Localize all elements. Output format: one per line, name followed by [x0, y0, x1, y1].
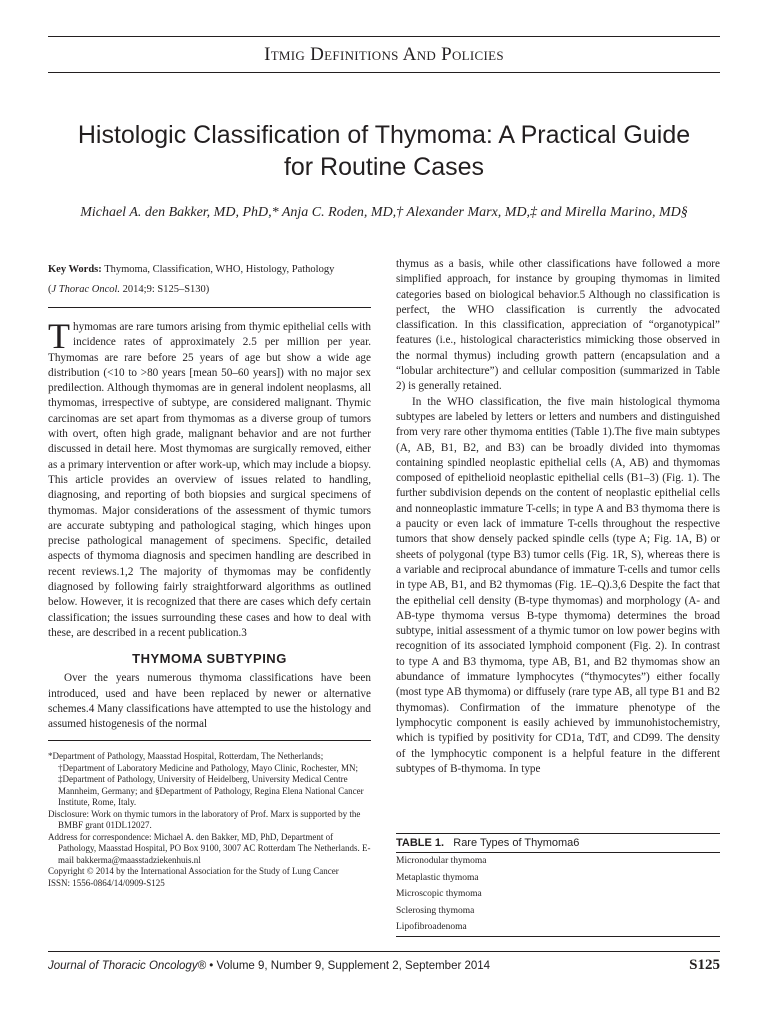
- section-header: Itmig Definitions And Policies: [264, 44, 504, 65]
- table-label: TABLE 1.: [396, 837, 445, 849]
- keywords-text: Thymoma, Classification, WHO, Histology, Pathology: [101, 264, 335, 275]
- right-column: [396, 257, 720, 777]
- citation-line: (J Thorac Oncol. 2014;9: S125–S130): [48, 284, 210, 295]
- table-row: Metaplastic thymoma: [396, 872, 479, 883]
- footer-journal-info: [48, 960, 490, 972]
- article-title-line-1: Histologic Classification of Thymoma: A Practical Guide: [77, 121, 691, 149]
- article-title-line-2: for Routine Cases: [283, 153, 485, 181]
- keywords-block: [48, 262, 371, 308]
- article-authors: Michael A. den Bakker, MD, PhD,* Anja C. Roden, MD,† Alexander Marx, MD,‡ and Mirella Marino, MD§: [80, 205, 688, 220]
- table-row: Sclerosing thymoma: [396, 905, 475, 916]
- footer-rule: [48, 951, 720, 952]
- right-paragraph-2: In the WHO classification, the five main histological thymoma subtypes are labeled by letters or letters and numbers and distinguished from very rare other thymoma entities (Table 1).The five main subtypes (A, AB, B1, B2, and B3) can be broadly divided into thymomas containing spindled neoplastic epithelial cells (A, AB) and thymomas composed of epithelioid neoplastic epithelial cells (B1–3) (Fig. 1). The further subdivision depends on the content of neoplastic epithelial cells and nonneoplastic immature T-cells; in type A and B3 thymoma there is a paucity or even lack of immature T-cells throughout the respective tumors that show densely packed spindle cells (type A; Fig. 1A, B) or sheets of polygonal (type B3) tumor cells (Fig. 1R, S), whereas there is a variable and reciprocal abundance of immature T-cells and tumor cells in type AB, B1, and B2 thymomas (Fig. 1E–Q).3,6 Despite the fact that the epithelial cell density (B-type thymomas) and morphology (A- and AB-type thymoma versus B-type thymoma) determines the broad subtype, initial assessment of a thymic tumor on low power begins with recognition of its associated lymphoid component (Fig. 2). In contrast to type A and B3 thymoma, type AB, B1, and B2 thymomas show an abundance of immature lymphocytes (“thymocytes”) either focally (most type AB thymoma) or diffusely (rare type AB, all type B1 and B2 thymomas). Confirmation of the immature phenotype of the lymphocytic component is easily achieved by immunohistochemistry, which is typified by positivity for CD1a, TdT, and CD99. The density of the lymphocytic component is a helpful feature in the different subtypes of B-thymoma. In type: [396, 395, 720, 775]
- article-title: [48, 119, 720, 183]
- keywords-line: [48, 262, 371, 277]
- right-paragraph-1: thymus as a basis, while other classifications have followed a more simplified approach, for instance by grouping thymomas in limited categories based on biological behavior.5 Although no classification is perfect, the WHO classification is currently the advocated classification. In this classification, appreciation of “organotypical” features (i.e., histological characteristics mimicking those observed in the normal thymus) including growth pattern (encapsulation and a “lobular architecture”) and cellular composition (summarized in Table 2) is generally retained.: [396, 258, 720, 393]
- footnote-copyright: Copyright © 2014 by the International Association for the Study of Lung Cancer: [48, 866, 339, 877]
- table-row: Micronodular thymoma: [396, 856, 487, 866]
- section-heading-thymoma-subtyping: THYMOMA SUBTYPING: [132, 651, 287, 667]
- footnote-rule: [48, 740, 371, 741]
- footnote-disclosure: Disclosure: Work on thymic tumors in the laboratory of Prof. Marx is supported by the BMBF grant 01DL12027.: [48, 808, 361, 831]
- table-row: Microscopic thymoma: [396, 889, 482, 899]
- footer-issue: • Volume 9, Number 9, Supplement 2, September 2014: [206, 960, 491, 972]
- table-body: [396, 853, 720, 936]
- footnotes: [48, 751, 371, 889]
- page-number: S125: [689, 957, 720, 973]
- header-top-rule: [48, 36, 720, 37]
- keywords-label: Key Words:: [48, 264, 102, 275]
- keywords-rule: [48, 307, 371, 308]
- left-column: [48, 262, 371, 889]
- citation-details: 2014;9: S125–S130): [120, 284, 210, 295]
- header-bottom-rule: [48, 72, 720, 73]
- citation-journal: J Thorac Oncol.: [51, 284, 121, 295]
- drop-cap: T: [48, 316, 70, 356]
- table-1: [396, 833, 720, 937]
- footer-journal: Journal of Thoracic Oncology®: [48, 960, 207, 972]
- intro-paragraph: [48, 316, 371, 641]
- subtyping-paragraph: Over the years numerous thymoma classifications have been introduced, used and have been replaced by newer or alternative schemes.4 Many classifications have attempted to use the histology and assumed histogenesis of the normal: [48, 672, 371, 731]
- table-top-rule: [396, 833, 720, 834]
- table-caption: Rare Types of Thymoma6: [453, 837, 580, 849]
- footnote-affiliations: *Department of Pathology, Maasstad Hospital, Rotterdam, The Netherlands; †Department of Laboratory Medicine and Pathology, Mayo Clinic, Rochester, MN; ‡Department of Pathology, University of Heidelberg, University Medical Centre Mannheim, Germany; and §Department of Pathology, Regina Elena National Cancer Institute, Rome, Italy.: [48, 751, 364, 808]
- intro-text: hymomas are rare tumors arising from thymic epithelial cells with incidence rates of approximately 2.5 per million per year. Thymomas are rare before 25 years of age but show a wide age distribution (<10 to >80 years [mean 50–60 years]) with no major sex predilection. Although thymomas are in general indolent neoplasms, all thymomas, irrespective of subtype, are considered malignant. Thymic carcinomas are set apart from thymomas as a diverse group of tumors with overt, often high grade, malignant behavior and are not further discussed in detail here. Most thymomas are surgically removed, either as a primary intervention or after work-up, which may include a biopsy. This article provides an overview of issues related to handling, diagnosing, and reporting of both biopsies and surgical specimens of thymomas. Major considerations of the assessment of thymic tumors are accurate subtyping and pathological staging, which hinges upon precise pathological management of specimens. Specific, detailed aspects of thymoma diagnosis and specimen handling are described in recent reviews.1,2 The majority of thymomas may be confidently diagnosed by following fairly straightforward algorithms as outlined below. However, it is recognized that there are cases which defy certain classification; the issues surrounding these cases and how to deal with these, are described in a recent publication.3: [48, 321, 371, 639]
- footnote-issn: ISSN: 1556-0864/14/0909-S125: [48, 877, 165, 888]
- table-title: [396, 837, 720, 849]
- footnote-correspondence: Address for correspondence: Michael A. den Bakker, MD, PhD, Department of Pathology, Maasstad Hospital, PO Box 9100, 3007 AC Rotterdam The Netherlands. E-mail bakkerma@maasstadziekenhuis.nl: [48, 831, 371, 865]
- table-bottom-rule: [396, 936, 720, 937]
- table-row: Lipofibroadenoma: [396, 922, 467, 932]
